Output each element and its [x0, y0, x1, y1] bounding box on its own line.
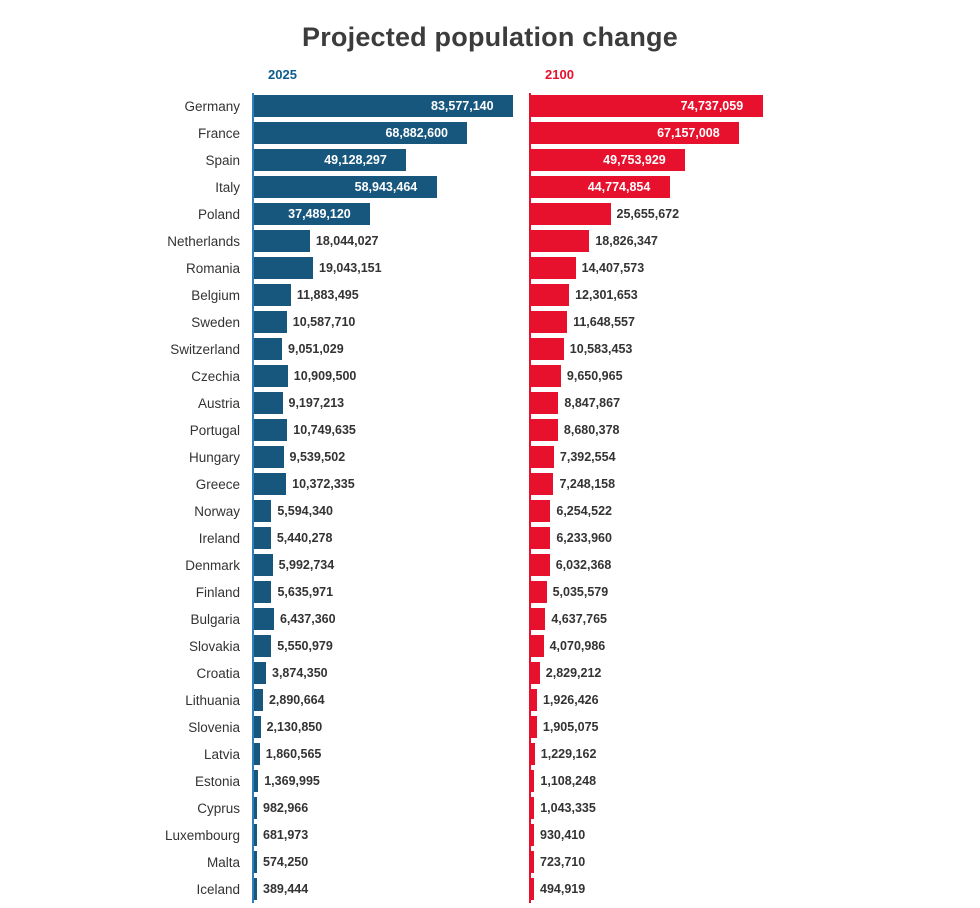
category-label: France: [197, 126, 240, 141]
bar-panel-2100: [529, 525, 790, 552]
bar: [531, 608, 545, 630]
bar-value-label: 68,882,600: [385, 126, 449, 140]
bar-panel-2025: [252, 174, 513, 201]
category-label: Netherlands: [167, 234, 240, 249]
chart-row: [0, 552, 980, 579]
bar-value-label: 1,043,335: [540, 801, 596, 815]
bar: [531, 851, 534, 873]
bar: [531, 554, 550, 576]
bar-panel-2025: [252, 417, 513, 444]
bar-value-label: 723,710: [540, 855, 586, 869]
bar-value-label: 681,973: [263, 828, 309, 842]
category-label: Finland: [195, 585, 240, 600]
bar-panel-2100: [529, 552, 790, 579]
bar-panel-2100: [529, 120, 790, 147]
bar: [254, 635, 271, 657]
bar: [254, 824, 257, 846]
category-label: Romania: [185, 261, 240, 276]
category-label: Sweden: [191, 315, 240, 330]
chart-row: [0, 795, 980, 822]
bar-value-label: 19,043,151: [319, 261, 382, 275]
bar: [531, 689, 537, 711]
category-label: Germany: [184, 99, 240, 114]
bar-value-label: 1,108,248: [540, 774, 597, 788]
chart-rows: [0, 93, 980, 903]
bar: [531, 797, 534, 819]
bar: [254, 284, 291, 306]
category-label: Slovakia: [188, 639, 240, 654]
bar-panel-2025: [252, 579, 513, 606]
bar-value-label: 4,070,986: [549, 639, 606, 653]
page-title: Projected population change: [302, 22, 678, 52]
bar-value-label: 6,233,960: [556, 531, 612, 545]
bar-value-label: 6,437,360: [279, 612, 336, 626]
bar-panel-2100: [529, 390, 790, 417]
chart-row: [0, 876, 980, 903]
bar: [531, 203, 611, 225]
bar-value-label: 8,847,867: [564, 396, 621, 410]
bar-panel-2100: [529, 660, 790, 687]
bar-value-label: 1,229,162: [540, 747, 597, 761]
category-label: Lithuania: [185, 693, 240, 708]
chart-row: [0, 120, 980, 147]
bar: [531, 716, 537, 738]
category-label: Estonia: [194, 774, 240, 789]
bar: [254, 311, 287, 333]
bar: [254, 257, 313, 279]
chart-row: [0, 228, 980, 255]
category-label: Poland: [197, 207, 240, 222]
chart-row: [0, 471, 980, 498]
category-label: Cyprus: [197, 801, 240, 816]
bar-panel-2100: [529, 768, 790, 795]
bar-value-label: 982,966: [263, 801, 309, 815]
category-label: Bulgaria: [190, 612, 240, 627]
chart-row: [0, 768, 980, 795]
bar-panel-2100: [529, 579, 790, 606]
bar: [531, 878, 534, 900]
bar-value-label: 10,749,635: [293, 423, 356, 437]
bar-panel-2100: [529, 336, 790, 363]
bar-panel-2100: [529, 174, 790, 201]
bar-panel-2100: [529, 795, 790, 822]
chart-row: [0, 660, 980, 687]
bar-panel-2025: [252, 471, 513, 498]
chart-row: [0, 714, 980, 741]
bar-value-label: 5,550,979: [277, 639, 333, 653]
chart-row: [0, 741, 980, 768]
bar: [254, 230, 310, 252]
bar-panel-2025: [252, 255, 513, 282]
bar: [531, 284, 569, 306]
chart-row: [0, 336, 980, 363]
bar-panel-2025: [252, 849, 513, 876]
category-label: Iceland: [196, 882, 240, 897]
bar-value-label: 4,637,765: [551, 612, 607, 626]
bar-panel-2025: [252, 822, 513, 849]
category-label: Belgium: [191, 288, 240, 303]
bar-panel-2025: [252, 120, 513, 147]
category-label: Norway: [194, 504, 240, 519]
bar: [254, 392, 283, 414]
bar: [531, 527, 550, 549]
bar-value-label: 494,919: [540, 882, 586, 896]
bar-panel-2025: [252, 687, 513, 714]
bar: [254, 527, 271, 549]
bar-value-label: 2,829,212: [545, 666, 602, 680]
chart-row: [0, 255, 980, 282]
bar-value-label: 11,648,557: [573, 315, 635, 329]
bar-value-label: 83,577,140: [431, 99, 494, 113]
category-label: Latvia: [203, 747, 240, 762]
bar-panel-2100: [529, 417, 790, 444]
series-label-2025: 2025: [268, 67, 297, 82]
bar: [531, 581, 547, 603]
bar: [254, 473, 286, 495]
bar-panel-2025: [252, 768, 513, 795]
chart-row: [0, 363, 980, 390]
bar-panel-2100: [529, 255, 790, 282]
bar: [254, 500, 271, 522]
chart-row: [0, 309, 980, 336]
bar: [254, 419, 287, 441]
chart-row: [0, 390, 980, 417]
bar: [254, 608, 274, 630]
bar-panel-2025: [252, 228, 513, 255]
bar-value-label: 5,635,971: [277, 585, 334, 599]
chart-row: [0, 822, 980, 849]
category-label: Croatia: [196, 666, 240, 681]
bar-panel-2100: [529, 444, 790, 471]
bar: [254, 797, 257, 819]
chart-row: [0, 633, 980, 660]
bar-panel-2100: [529, 282, 790, 309]
chart-row: [0, 93, 980, 120]
bar-value-label: 1,926,426: [542, 693, 599, 707]
bar-value-label: 11,883,495: [296, 288, 359, 302]
bar-value-label: 574,250: [263, 855, 309, 869]
bar-panel-2100: [529, 363, 790, 390]
chart-row: [0, 525, 980, 552]
chart-row: [0, 201, 980, 228]
bar-value-label: 12,301,653: [575, 288, 638, 302]
chart-row: [0, 174, 980, 201]
bar: [531, 824, 534, 846]
bar-panel-2025: [252, 390, 513, 417]
bar-value-label: 8,680,378: [563, 423, 620, 437]
chart-row: [0, 147, 980, 174]
bar-value-label: 9,650,965: [566, 369, 623, 383]
bar-value-label: 67,157,008: [657, 126, 720, 140]
bar-value-label: 58,943,464: [354, 180, 418, 194]
bar-panel-2025: [252, 309, 513, 336]
bar-panel-2025: [252, 363, 513, 390]
chart-row: [0, 849, 980, 876]
series-legend: [0, 67, 980, 89]
bar-panel-2100: [529, 822, 790, 849]
category-label: Austria: [197, 396, 240, 411]
bar-panel-2100: [529, 471, 790, 498]
bar: [254, 554, 273, 576]
bar-panel-2025: [252, 795, 513, 822]
bar: [254, 743, 260, 765]
bar-value-label: 2,890,664: [268, 693, 325, 707]
bar-panel-2025: [252, 525, 513, 552]
bar-panel-2025: [252, 498, 513, 525]
bar-panel-2100: [529, 309, 790, 336]
bar-value-label: 5,035,579: [552, 585, 609, 599]
category-label: Malta: [206, 855, 240, 870]
bar-value-label: 930,410: [540, 828, 586, 842]
bar-value-label: 44,774,854: [587, 180, 651, 194]
chart-row: [0, 579, 980, 606]
bar-panel-2025: [252, 714, 513, 741]
bar-panel-2100: [529, 93, 790, 120]
bar: [531, 635, 544, 657]
bar-value-label: 9,539,502: [289, 450, 346, 464]
bar: [531, 446, 554, 468]
bar: [254, 581, 271, 603]
bar-value-label: 2,130,850: [266, 720, 323, 734]
bar-value-label: 9,197,213: [288, 396, 345, 410]
category-label: Czechia: [191, 369, 240, 384]
bar-panel-2100: [529, 876, 790, 903]
bar-panel-2025: [252, 147, 513, 174]
bar-value-label: 10,909,500: [293, 369, 357, 383]
bar: [254, 365, 288, 387]
bar: [254, 662, 266, 684]
bar-value-label: 3,874,350: [272, 666, 328, 680]
bar-panel-2100: [529, 228, 790, 255]
bar-value-label: 389,444: [263, 882, 309, 896]
bar-panel-2025: [252, 606, 513, 633]
bar-value-label: 49,128,297: [324, 153, 387, 167]
bar: [254, 878, 257, 900]
bar-panel-2100: [529, 687, 790, 714]
bar-value-label: 1,905,075: [542, 720, 599, 734]
bar-panel-2025: [252, 552, 513, 579]
bar-panel-2100: [529, 201, 790, 228]
category-label: Portugal: [189, 423, 240, 438]
bar-value-label: 5,440,278: [276, 531, 333, 545]
bar-panel-2100: [529, 849, 790, 876]
chart-row: [0, 498, 980, 525]
bar: [254, 689, 263, 711]
bar-panel-2100: [529, 147, 790, 174]
bar-value-label: 5,992,734: [278, 558, 335, 572]
chart-row: [0, 687, 980, 714]
bar-value-label: 74,737,059: [680, 99, 744, 113]
bar: [531, 230, 589, 252]
bar-value-label: 25,655,672: [616, 207, 680, 221]
bar: [531, 257, 576, 279]
bar-value-label: 1,369,995: [264, 774, 320, 788]
bar-value-label: 6,032,368: [555, 558, 612, 572]
bar-panel-2025: [252, 336, 513, 363]
bar: [254, 338, 282, 360]
category-label: Slovenia: [188, 720, 240, 735]
bar: [531, 338, 564, 360]
bar-panel-2025: [252, 93, 513, 120]
bar: [531, 743, 535, 765]
bar-panel-2100: [529, 606, 790, 633]
bar-value-label: 18,826,347: [595, 234, 658, 248]
chart-row: [0, 606, 980, 633]
bar-value-label: 18,044,027: [315, 234, 379, 248]
chart-row: [0, 282, 980, 309]
bar: [254, 851, 257, 873]
bar-value-label: 5,594,340: [277, 504, 333, 518]
bar-value-label: 14,407,573: [581, 261, 645, 275]
bar-panel-2025: [252, 741, 513, 768]
bar-value-label: 6,254,522: [556, 504, 612, 518]
bar-value-label: 10,372,335: [292, 477, 355, 491]
bar-panel-2100: [529, 633, 790, 660]
bar: [531, 473, 553, 495]
category-label: Italy: [215, 180, 240, 195]
bar-panel-2025: [252, 633, 513, 660]
bar: [531, 662, 540, 684]
bar-value-label: 49,753,929: [603, 153, 666, 167]
bar-value-label: 7,392,554: [559, 450, 616, 464]
category-label: Switzerland: [170, 342, 240, 357]
bar: [531, 392, 558, 414]
bar: [254, 446, 284, 468]
bar: [254, 716, 261, 738]
category-label: Greece: [195, 477, 240, 492]
chart-row: [0, 444, 980, 471]
bar: [531, 419, 558, 441]
category-label: Denmark: [185, 558, 240, 573]
bar: [531, 770, 534, 792]
bar-value-label: 7,248,158: [559, 477, 616, 491]
bar-panel-2025: [252, 282, 513, 309]
bar-panel-2025: [252, 876, 513, 903]
category-label: Hungary: [188, 450, 240, 465]
bar-value-label: 1,860,565: [265, 747, 322, 761]
bar-value-label: 10,587,710: [292, 315, 356, 329]
bar-panel-2025: [252, 660, 513, 687]
category-label: Luxembourg: [164, 828, 240, 843]
bar-panel-2100: [529, 498, 790, 525]
category-label: Ireland: [198, 531, 240, 546]
bar: [531, 500, 550, 522]
bar: [254, 770, 258, 792]
bar-panel-2100: [529, 741, 790, 768]
bar-value-label: 10,583,453: [569, 342, 633, 356]
bar: [531, 311, 567, 333]
chart-row: [0, 417, 980, 444]
bar-panel-2100: [529, 714, 790, 741]
bar-value-label: 9,051,029: [288, 342, 344, 356]
bar: [531, 365, 561, 387]
bar-value-label: 37,489,120: [288, 207, 351, 221]
bar-panel-2025: [252, 444, 513, 471]
series-label-2100: 2100: [545, 67, 574, 82]
category-label: Spain: [205, 153, 240, 168]
bar-panel-2025: [252, 201, 513, 228]
